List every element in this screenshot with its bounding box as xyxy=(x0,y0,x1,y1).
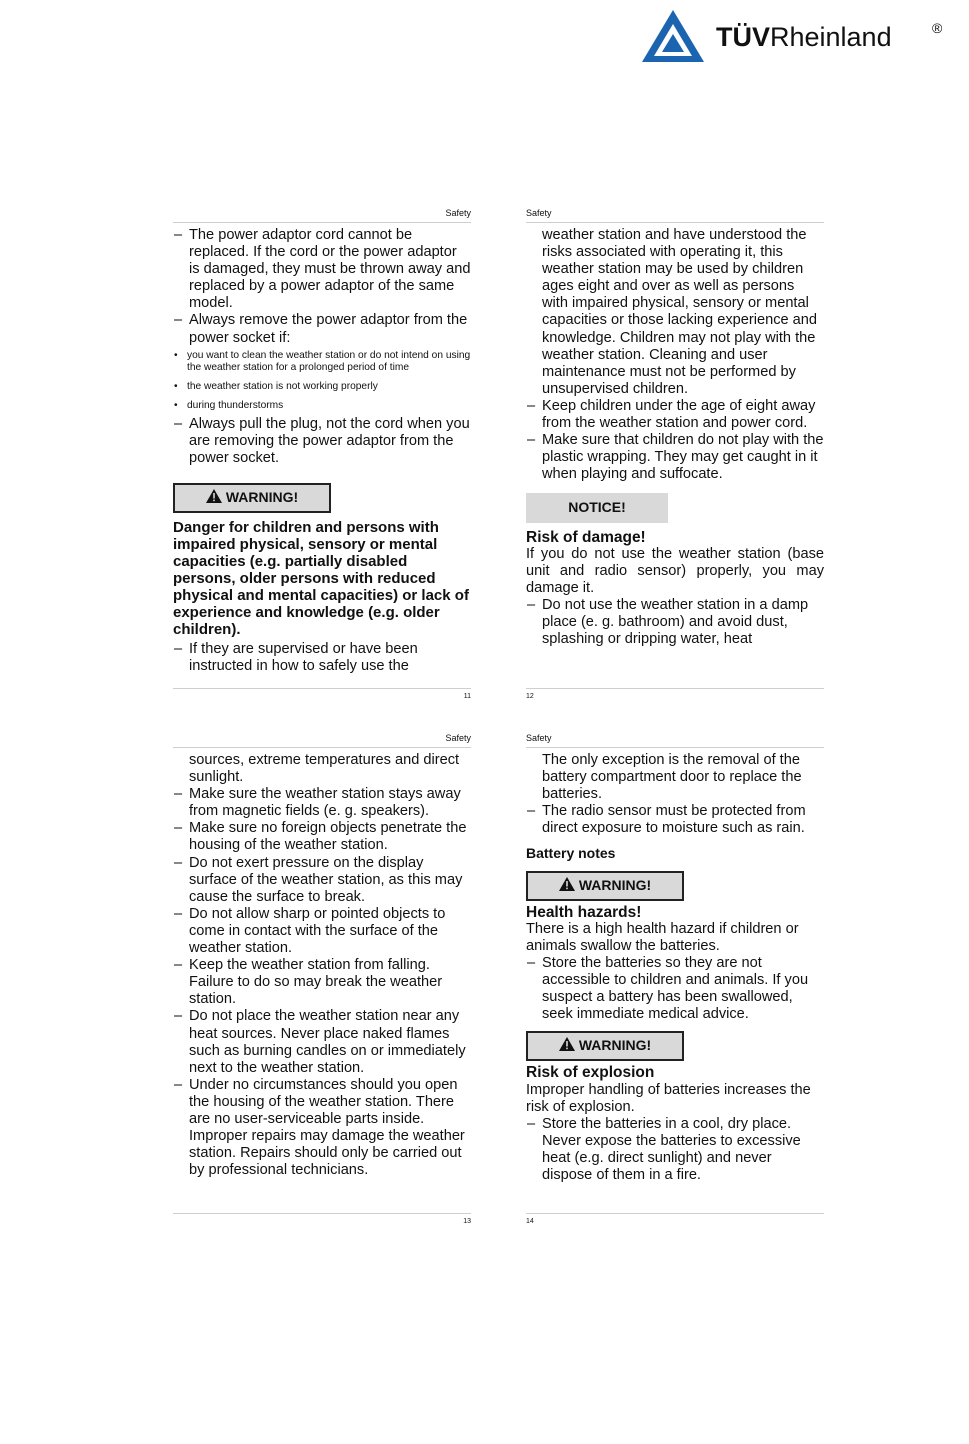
continued-text: sources, extreme temperatures and direct sunlight. xyxy=(189,752,460,786)
notice-label: NOTICE! xyxy=(526,493,668,522)
page-13 xyxy=(173,733,471,1233)
list-item: – If they are supervised or have been instructed in how to safely use the xyxy=(173,641,471,675)
page-12 xyxy=(526,208,824,708)
list-item: – Do not allow sharp or pointed objects to come in contact with the surface of the weather station. xyxy=(173,906,471,957)
list-item: – Under no circumstances should you open the housing of the weather station. There are no user-serviceable parts inside. Improper repairs may damage the weather station. Repairs should only be carried out by professional technicians. xyxy=(173,1077,471,1180)
section-heading: Battery notes xyxy=(526,845,616,862)
list-item: – Do not exert pressure on the display surface of the weather station, as this may cause the surface to break. xyxy=(173,855,471,906)
paragraph: If you do not use the weather station (base unit and radio sensor) properly, you may damage it. xyxy=(526,545,824,596)
warning-triangle-icon xyxy=(559,1037,575,1055)
list-item: – Store the batteries so they are not accessible to children and animals. If you suspect a battery has been swallowed, seek immediate medical advice. xyxy=(526,955,824,1023)
warning-triangle-icon xyxy=(206,489,222,507)
list-item: – Make sure no foreign objects penetrate the housing of the weather station. xyxy=(173,820,471,854)
page-header: Safety xyxy=(173,208,471,223)
hazard-heading: Health hazards! xyxy=(526,903,642,921)
page-number: 14 xyxy=(526,1213,824,1225)
page-header: Safety xyxy=(526,208,824,223)
page-number: 13 xyxy=(173,1213,471,1225)
list-item: – Make sure that children do not play with the plastic wrapping. They may get caught in it when playing and suffocate. xyxy=(526,432,824,483)
warning-label: WARNING! xyxy=(526,871,684,901)
warning-label: WARNING! xyxy=(173,483,331,513)
list-item: – The power adaptor cord cannot be replaced. If the cord or the power adaptor is damaged, they must be thrown away and replaced by a power adaptor of the same model. xyxy=(173,227,471,312)
list-item: – The radio sensor must be protected from direct exposure to moisture such as rain. xyxy=(526,803,824,837)
hazard-heading: Risk of explosion xyxy=(526,1064,655,1082)
list-item: – Keep the weather station from falling. Failure to do so may break the weather station. xyxy=(173,957,471,1008)
page-14 xyxy=(526,733,824,1233)
paragraph: Improper handling of batteries increases the risk of explosion. xyxy=(526,1081,811,1115)
page-header: Safety xyxy=(526,733,824,748)
registered-mark: ® xyxy=(932,20,943,36)
page-header: Safety xyxy=(173,733,471,748)
list-item: – Always remove the power adaptor from the power socket if: xyxy=(173,312,471,346)
bullet-item: • the weather station is not working properly xyxy=(173,381,471,394)
page-number: 12 xyxy=(526,688,824,700)
list-item: – Keep children under the age of eight away from the weather station and power cord. xyxy=(526,398,824,432)
page-11 xyxy=(173,208,471,708)
warning-label: WARNING! xyxy=(526,1031,684,1061)
list-item: – Do not place the weather station near any heat sources. Never place naked flames such as burning candles on or immediately next to the weather station. xyxy=(173,1008,471,1076)
bullet-item: • during thunderstorms xyxy=(173,400,471,413)
list-item: – Make sure the weather station stays away from magnetic fields (e. g. speakers). xyxy=(173,786,471,820)
continued-text: weather station and have understood the risks associated with operating it, this weather station may be used by children ages eight and over as well as persons with impaired physical, sensory or mental capacities or those lacking experience and knowledge. Children may not play with the weather station. Cleaning and user maintenance must not be performed by unsupervised children. xyxy=(542,227,818,397)
list-item: – Store the batteries in a cool, dry place. Never expose the batteries to excessive heat (e.g. direct sunlight) and never dispose of them in a fire. xyxy=(526,1116,824,1184)
continued-text: The only exception is the removal of the battery compartment door to replace the batteries. xyxy=(542,752,802,803)
list-item: – Do not use the weather station in a damp place (e. g. bathroom) and avoid dust, splashing or dripping water, heat xyxy=(526,597,824,648)
bullet-item: • you want to clean the weather station or do not intend on using the weather station for a prolonged period of time xyxy=(173,350,471,376)
warning-triangle-icon xyxy=(559,877,575,895)
risk-heading: Risk of damage! xyxy=(526,528,646,546)
brand-name: TÜVRheinland xyxy=(716,22,892,52)
paragraph: There is a high health hazard if children or animals swallow the batteries. xyxy=(526,920,799,954)
list-item: – Always pull the plug, not the cord when you are removing the power adaptor from the power socket. xyxy=(173,416,471,467)
triangle-logo-icon xyxy=(640,8,706,64)
tuv-rheinland-logo xyxy=(640,6,950,66)
page-number: 11 xyxy=(173,688,471,700)
danger-heading: Danger for children and persons with impaired physical, sensory or mental capacities (e.g. partially disabled persons, older persons with reduced physical and mental capacities) or lack of experience and knowledge (e.g. older children). xyxy=(173,519,469,639)
